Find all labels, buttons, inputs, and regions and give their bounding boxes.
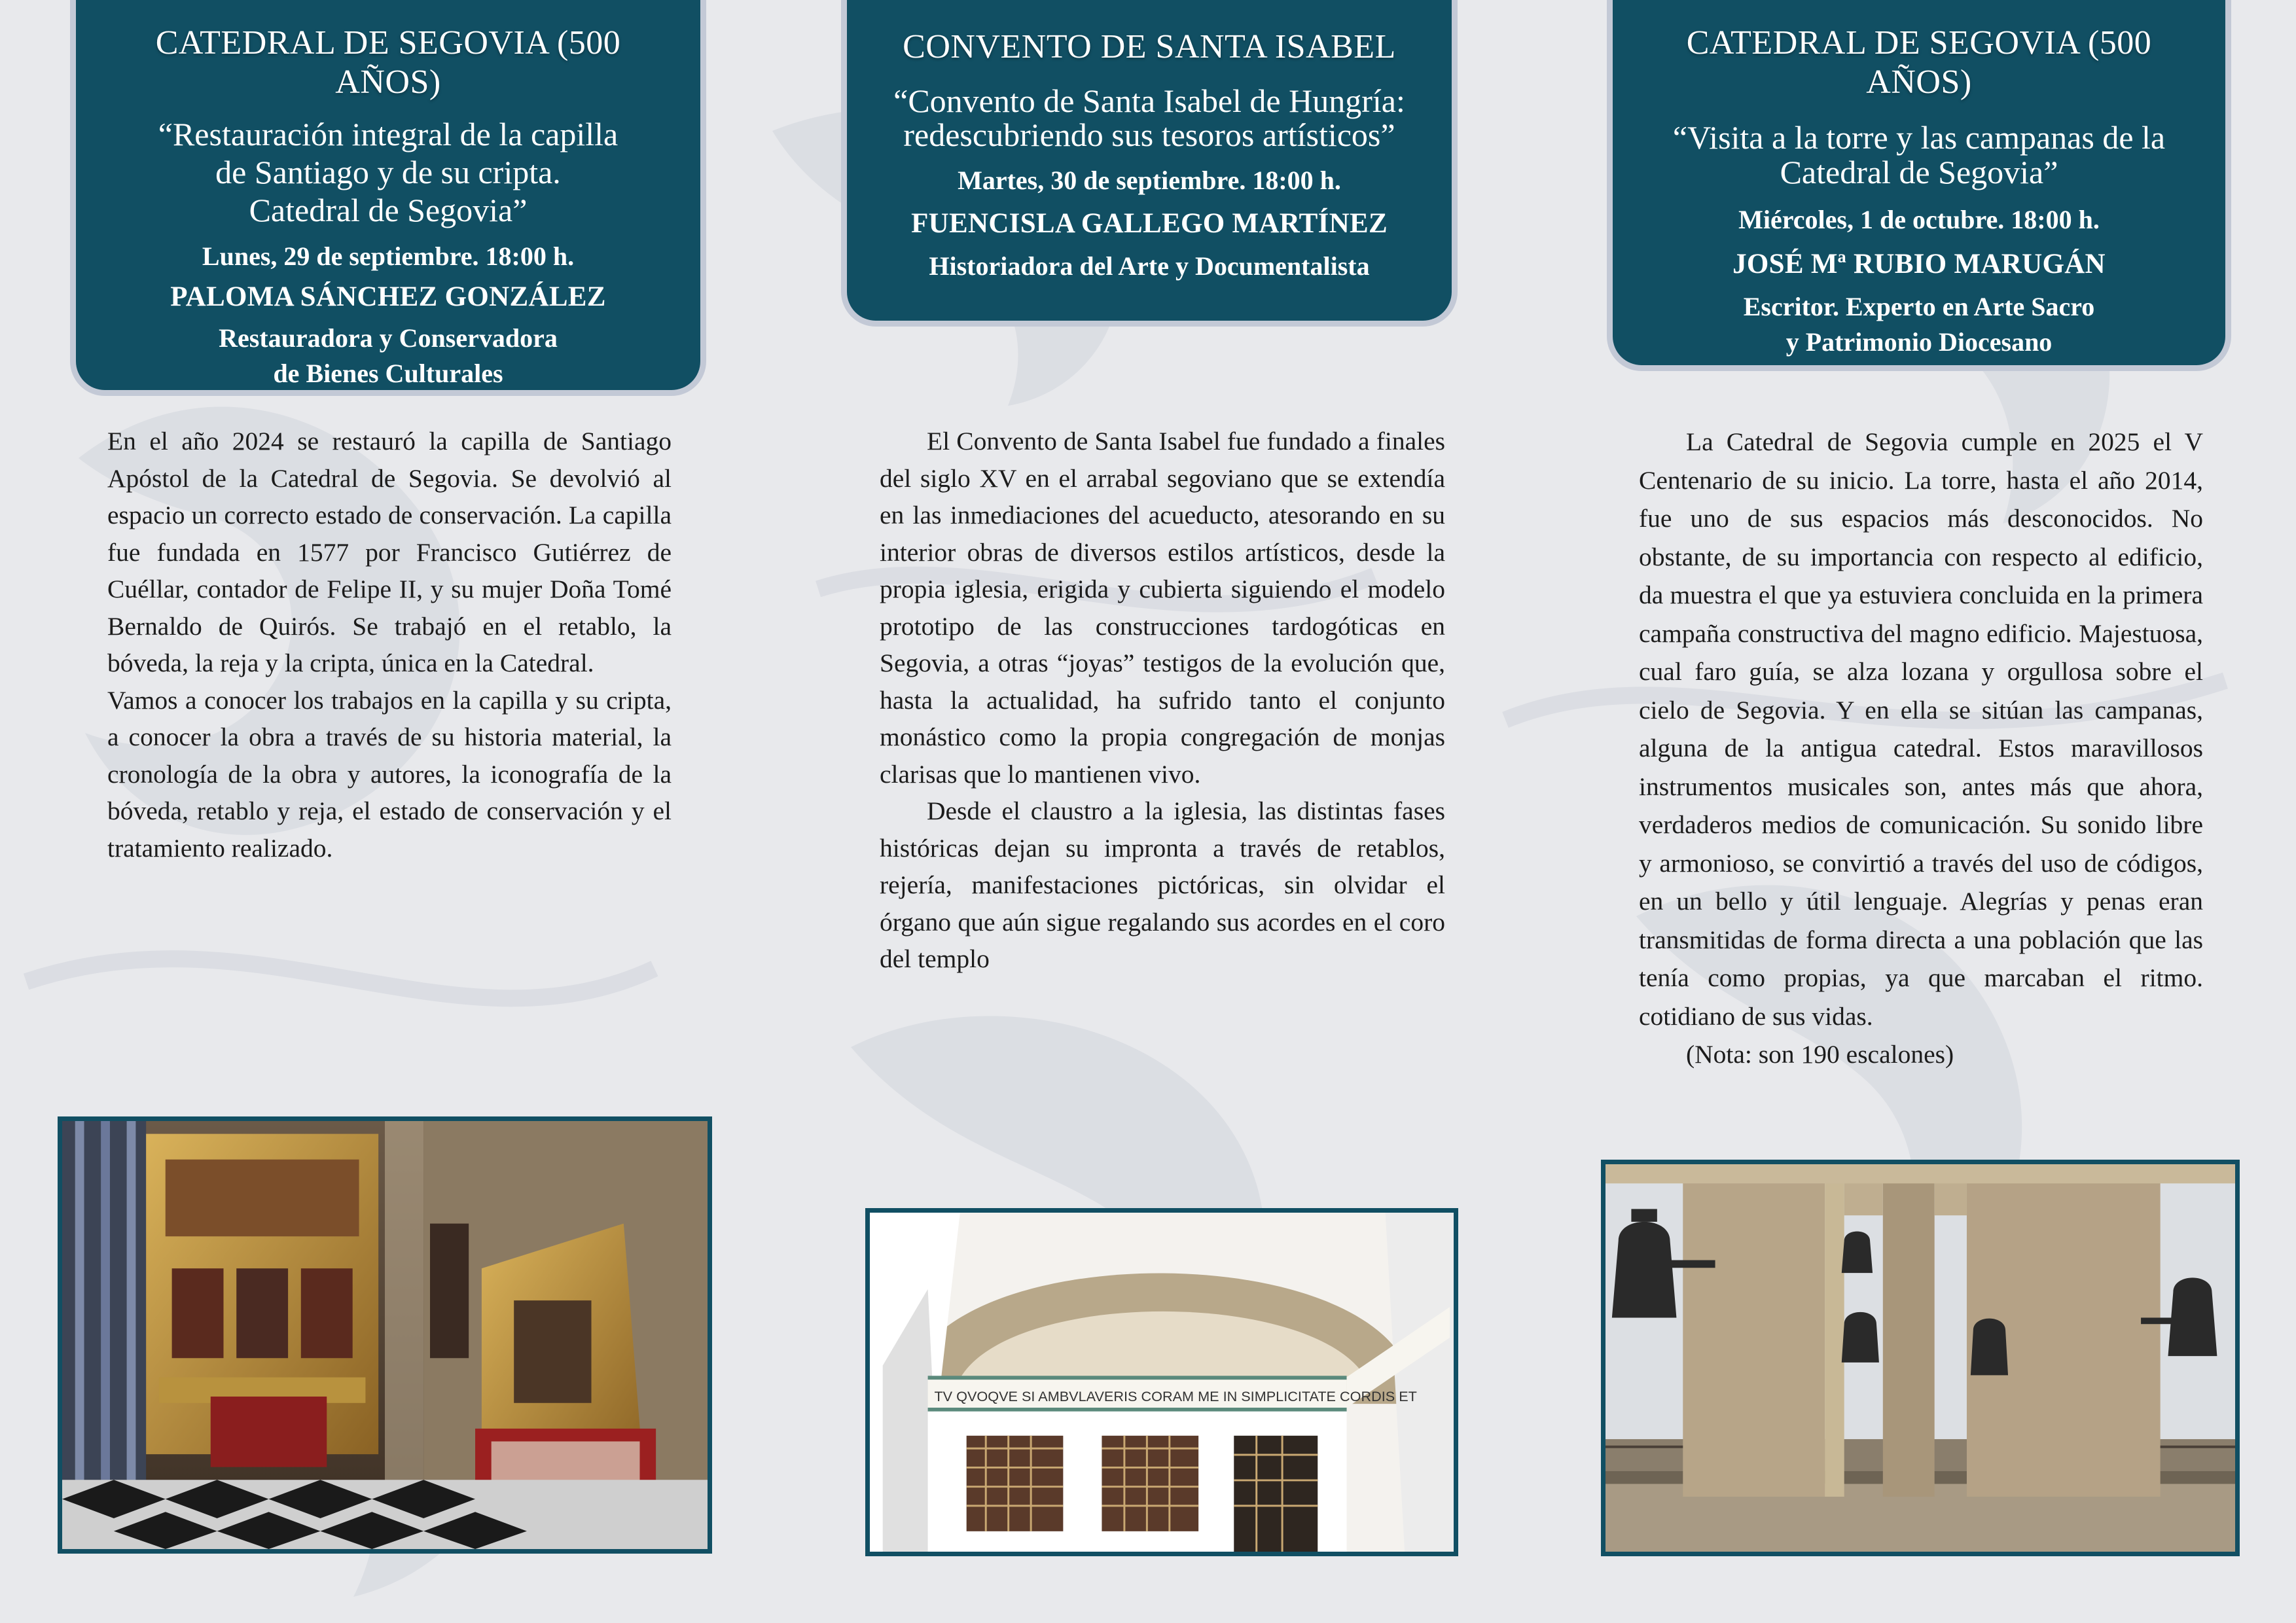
bell-tower-photo <box>1601 1160 2240 1556</box>
panel-3-role-line: y Patrimonio Diocesano <box>1785 327 2053 357</box>
panel-3-paragraph: La Catedral de Segovia cumple en 2025 el V Centenario de su inicio. La torre, hasta el año 2014, fue uno de sus espacios más desconocidos. No obstante, de su importancia con respecto al edificio, da muestra el que ya estuviera concluida en la primera campaña constructiva del magno edificio. Majestuosa, cual faro guía, se alza lozana y orgullosa sobre el cielo de Segovia. Y en ella se sitúan las campanas, alguna de la antigua catedral. Estos maravillosos instrumentos musicales son, antes más que ahora, verdaderos medios de comunicación. Su sonido libre y armonioso, se convirtió a través del uso de códigos, en un bello y útil lenguaje. Alegrías y penas eran transmitidas de forma directa a una población que las tenía como propias, ya que marcaban el ritmo. cotidiano de sus vidas. <box>1639 427 2203 1031</box>
panel-1-date: Lunes, 29 de septiembre. 18:00 h. <box>202 241 575 271</box>
chapel-altarpiece-photo <box>58 1116 712 1554</box>
panel-1-subtitle-line: Catedral de Segovia” <box>249 191 528 228</box>
panel-3-note: (Nota: son 190 escalones) <box>1686 1040 1954 1069</box>
panel-1-title: CATEDRAL DE SEGOVIA (500 AÑOS) <box>155 24 621 101</box>
panel-3-role <box>1639 289 2199 360</box>
panel-2-speaker: FUENCISLA GALLEGO MARTÍNEZ <box>911 207 1388 239</box>
convent-choir-photo <box>865 1208 1458 1556</box>
panel-3-date: Miércoles, 1 de octubre. 18:00 h. <box>1738 204 2100 234</box>
panel-2-title: CONVENTO DE SANTA ISABEL <box>903 28 1396 65</box>
panel-3-title: CATEDRAL DE SEGOVIA (500 AÑOS) <box>1686 24 2152 101</box>
panel-2-subtitle-line: “Convento de Santa Isabel de Hungría: <box>893 82 1405 119</box>
panel-2-paragraph: El Convento de Santa Isabel fue fundado a finales del siglo XV en el arrabal segoviano que se extendía en las inmediaciones del acueducto, atesorando en su interior obras de diversos estilos artísticos, desde la propia iglesia, erigida y cubierta siguiendo el modelo prototipo de las construcciones tardogóticas en Segovia, a otras “joyas” testigos de la evolución que, hasta la actualidad, ha sufrido tanto el conjunto monástico como la propia congregación de monjas clarisas que lo mantienen vivo. <box>880 427 1445 789</box>
panel-2-role-line: Historiadora del Arte y Documentalista <box>929 251 1370 281</box>
panel-3 <box>1532 0 2296 1623</box>
panel-1-role-line: de Bienes Culturales <box>273 358 503 388</box>
panel-3-header <box>1613 0 2225 365</box>
panel-2-body <box>880 423 1445 978</box>
panel-1-paragraph: Vamos a conocer los trabajos en la capilla y su cripta, a conocer la obra a través de su historia material, la cronología de la obra y autores, la iconografía de la bóveda, retablo y reja, el estado de conservación y el tratamiento realizado. <box>107 685 672 863</box>
convent-inscription: TV QVOQVE SI AMBVLAVERIS CORAM ME IN SIMPLICITATE CORDIS ET <box>934 1389 1417 1405</box>
panel-1-role <box>102 321 674 391</box>
panel-1-subtitle-line: “Restauración integral de la capilla <box>158 115 619 152</box>
panel-3-subtitle <box>1639 120 2199 190</box>
panel-1-paragraph: En el año 2024 se restauró la capilla de Santiago Apóstol de la Catedral de Segovia. Se devolvió al espacio un correcto estado de conservación. La capilla fue fundada en 1577 por Francisco Gutiérrez de Cuéllar, contador de Felipe II, y su mujer Doña Tomé Bernaldo de Quirós. Se trabajó en el retablo, la bóveda, la reja y la cripta, única en la Catedral. <box>107 427 672 677</box>
panel-1-body <box>107 423 672 866</box>
panel-1 <box>0 0 766 1623</box>
panel-3-body <box>1639 423 2203 1074</box>
panel-3-subtitle-line: Catedral de Segovia” <box>1780 153 2058 190</box>
panel-2-header <box>847 0 1452 321</box>
panel-2-paragraph: Desde el claustro a la iglesia, las distintas fases históricas dejan su impronta a través de retablos, rejería, manifestaciones pictóricas, sin olvidar el órgano que aún sigue regalando sus acordes en el coro del templo <box>880 796 1445 973</box>
panel-3-subtitle-line: “Visita a la torre y las campanas de la <box>1672 118 2166 156</box>
panel-1-subtitle <box>102 115 674 229</box>
panel-2-subtitle-line: redescubriendo sus tesoros artísticos” <box>903 116 1395 153</box>
panel-2 <box>766 0 1532 1623</box>
panel-1-subtitle-line: de Santiago y de su cripta. <box>215 153 561 190</box>
panel-2-role <box>873 249 1426 284</box>
panel-2-subtitle <box>873 84 1426 152</box>
panel-2-date: Martes, 30 de septiembre. 18:00 h. <box>958 165 1341 195</box>
panel-1-header <box>76 0 700 390</box>
panel-1-speaker: PALOMA SÁNCHEZ GONZÁLEZ <box>170 281 606 312</box>
panel-3-speaker: JOSÉ Mª RUBIO MARUGÁN <box>1732 248 2106 279</box>
panel-1-role-line: Restauradora y Conservadora <box>219 323 558 353</box>
panel-3-role-line: Escritor. Experto en Arte Sacro <box>1743 291 2095 321</box>
